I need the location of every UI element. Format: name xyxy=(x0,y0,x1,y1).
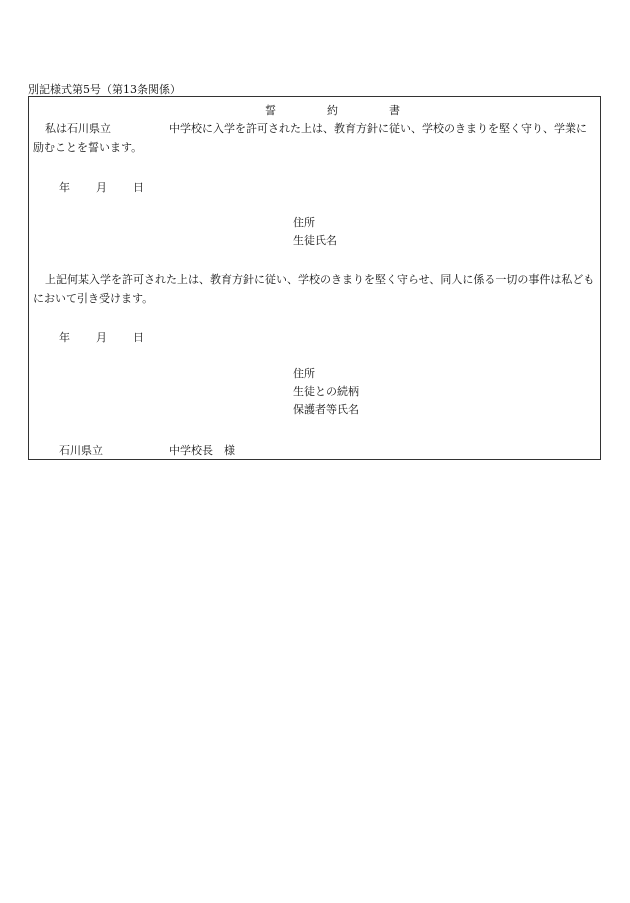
addressee-suffix: 中学校長 様 xyxy=(169,444,235,457)
month-label: 月 xyxy=(96,331,107,344)
date-line-guardian xyxy=(59,329,144,345)
student-pledge-paragraph xyxy=(33,119,596,157)
addressee-prefix: 石川県立 xyxy=(59,444,103,457)
guardian-address-label: 住所 xyxy=(293,367,315,380)
pledge-text-after: 中学校に入学を許可された上は、教育方針に従い、学校のきまりを堅く守り、学業に励むことを誓います。 xyxy=(33,122,587,154)
day-label: 日 xyxy=(133,331,144,344)
pledge-text-before: 私は石川県立 xyxy=(45,122,111,135)
student-name-label: 生徒氏名 xyxy=(293,234,337,247)
student-signature-block xyxy=(293,214,337,250)
guardian-pledge-paragraph: 上記何某入学を許可された上は、教育方針に従い、学校のきまりを堅く守らせ、同人に係る一切の事件は私どもにおいて引き受けます。 xyxy=(33,273,595,305)
guardian-relation-label: 生徒との続柄 xyxy=(293,385,359,398)
guardian-signature-block xyxy=(293,365,359,419)
document-title: 誓 約 書 xyxy=(265,104,420,117)
addressee-line xyxy=(59,442,235,458)
day-label: 日 xyxy=(133,181,144,194)
student-address-label: 住所 xyxy=(293,216,315,229)
pledge-form xyxy=(28,96,601,460)
date-line-student xyxy=(59,179,144,195)
guardian-name-label: 保護者等氏名 xyxy=(293,403,359,416)
year-label: 年 xyxy=(59,331,70,344)
form-label: 別記様式第5号（第13条関係） xyxy=(28,83,181,96)
year-label: 年 xyxy=(59,181,70,194)
month-label: 月 xyxy=(96,181,107,194)
